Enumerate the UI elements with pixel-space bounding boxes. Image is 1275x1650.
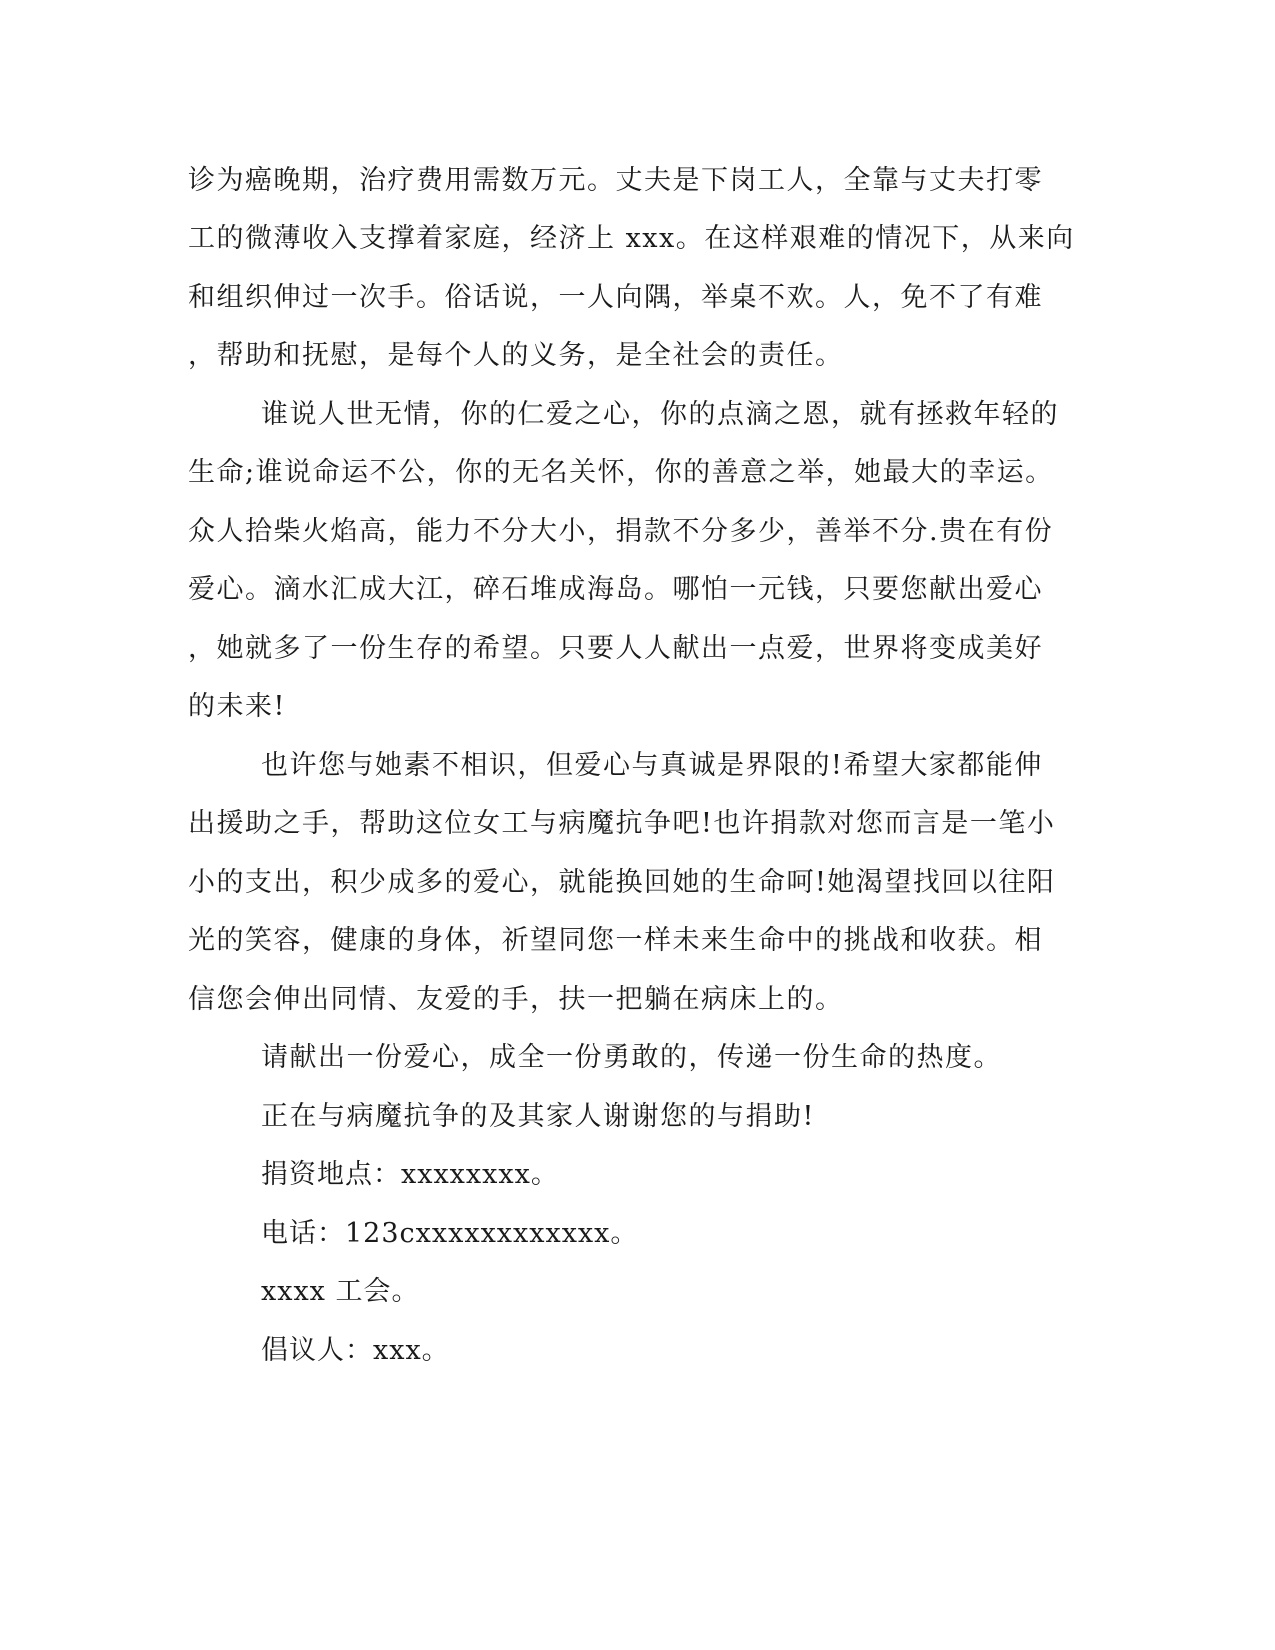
paragraph-line: 光的笑容，健康的身体，祈望同您一样未来生命中的挑战和收获。相 <box>188 925 1043 956</box>
initiator: 倡议人：xxx。 <box>261 1335 450 1366</box>
paragraph-line: 工的微薄收入支撑着家庭，经济上 xxx。在这样艰难的情况下，从来向 <box>188 223 1075 254</box>
thanks-line: 正在与病魔抗争的及其家人谢谢您的与捐助! <box>261 1101 815 1132</box>
paragraph-line: ，她就多了一份生存的希望。只要人人献出一点爱，世界将变成美好 <box>188 633 1043 664</box>
paragraph-line: 也许您与她素不相识，但爱心与真诚是界限的!希望大家都能伸 <box>261 750 1043 781</box>
phone-number: 电话：123cxxxxxxxxxxxx。 <box>261 1218 639 1249</box>
paragraph-line: ，帮助和抚慰，是每个人的义务，是全社会的责任。 <box>188 340 844 371</box>
paragraph-line: 和组织伸过一次手。俗话说，一人向隅，举桌不欢。人，免不了有难 <box>188 282 1043 313</box>
paragraph-line: 的未来! <box>188 691 286 722</box>
donation-location: 捐资地点：xxxxxxxx。 <box>261 1159 559 1190</box>
paragraph-line: 小的支出，积少成多的爱心，就能换回她的生命呵!她渴望找回以往阳 <box>188 867 1056 898</box>
paragraph-line: 诊为癌晚期，治疗费用需数万元。丈夫是下岗工人，全靠与丈夫打零 <box>188 165 1043 196</box>
paragraph-line: 生命;谁说命运不公，你的无名关怀，你的善意之举，她最大的幸运。 <box>188 457 1054 488</box>
paragraph-line: 信您会伸出同情、友爱的手，扶一把躺在病床上的。 <box>188 984 844 1015</box>
paragraph-line: 出援助之手，帮助这位女工与病魔抗争吧!也许捐款对您而言是一笔小 <box>188 808 1056 839</box>
paragraph-line: 爱心。滴水汇成大江，碎石堆成海岛。哪怕一元钱，只要您献出爱心 <box>188 574 1043 605</box>
appeal-line: 请献出一份爱心，成全一份勇敢的，传递一份生命的热度。 <box>261 1042 1002 1073</box>
organization-name: xxxx 工会。 <box>261 1276 420 1307</box>
paragraph-line: 众人拾柴火焰高，能力不分大小，捐款不分多少，善举不分.贵在有份 <box>188 516 1054 547</box>
paragraph-line: 谁说人世无情，你的仁爱之心，你的点滴之恩，就有拯救年轻的 <box>261 399 1059 430</box>
